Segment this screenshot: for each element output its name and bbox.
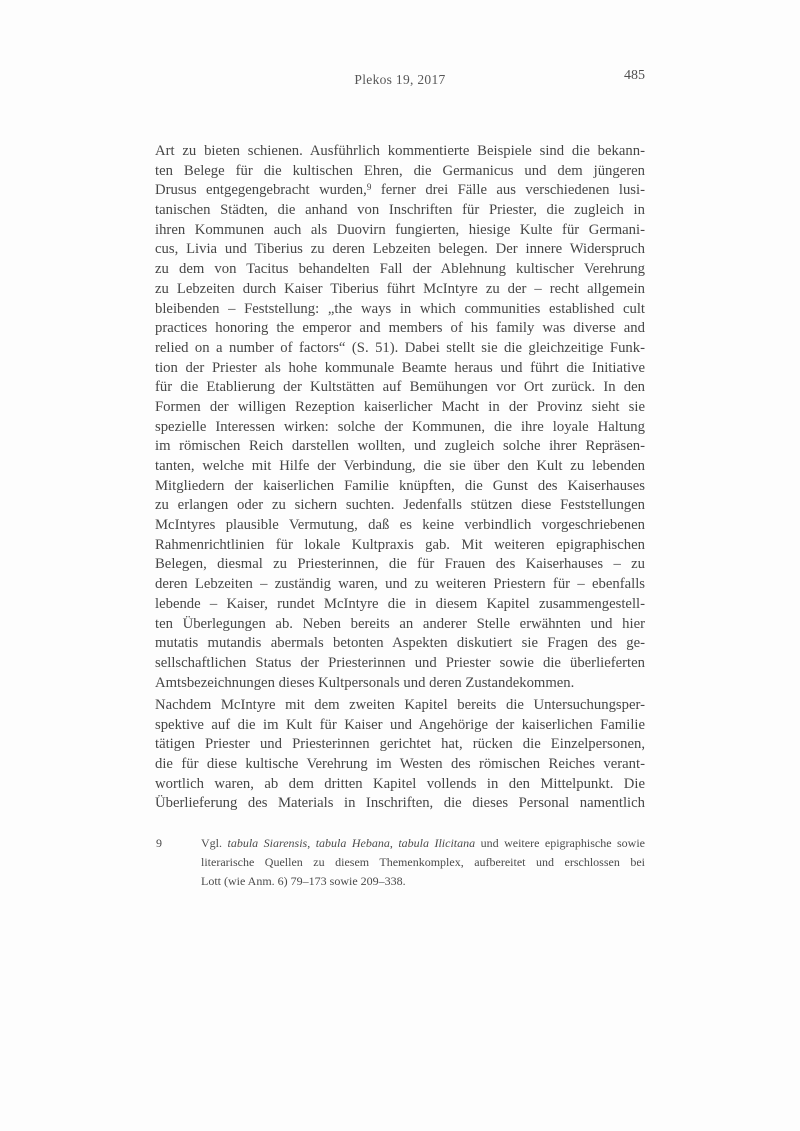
- text-line: [155, 496, 645, 516]
- text-run: ,: [389, 836, 399, 850]
- text-run: practices honoring the emperor and members of his family was diverse and: [155, 320, 645, 337]
- text-run: ,: [307, 836, 316, 850]
- text-run: lebende – Kaiser, rundet McIntyre die in diesem Kapitel zusammengestell-: [155, 595, 645, 612]
- text-line: [155, 755, 645, 775]
- text-line: [155, 794, 645, 814]
- text-run: Art zu bieten schienen. Ausführlich kommentierte Beispiele sind die bekann-: [155, 143, 645, 159]
- text-line: [155, 359, 645, 379]
- italic-text-run: tabula Ilicitana: [398, 836, 476, 850]
- paragraph-2: [155, 696, 645, 814]
- text-line: [201, 872, 645, 891]
- text-line: [155, 162, 645, 182]
- text-run: bleibenden – Feststellung: „the ways in which communities established cult: [155, 300, 645, 317]
- text-run: spezielle Interessen wirken: solche der Kommunen, die ihre loyale Haltung: [155, 418, 645, 435]
- text-line: [155, 696, 645, 716]
- text-line: [155, 142, 645, 162]
- text-run: die für diese kultische Verehrung im Westen des römischen Reiches verant-: [155, 756, 645, 773]
- page-number: 485: [624, 68, 645, 83]
- text-line: [155, 775, 645, 795]
- text-line: [155, 634, 645, 654]
- text-run: ten Belege für die kultischen Ehren, die Germanicus und dem jüngeren: [155, 162, 645, 179]
- text-line: [155, 615, 645, 635]
- text-line: [155, 437, 645, 457]
- text-run: für die Etablierung der Kultstätten auf Bemühungen vor Ort zurück. In den: [155, 379, 645, 396]
- footnote-9: [155, 834, 645, 891]
- text-line: [155, 555, 645, 575]
- text-line: [155, 457, 645, 477]
- text-run: tanischen Städten, die anhand von Inschriften für Priester, die zugleich in: [155, 202, 645, 219]
- footnote-text: [201, 834, 645, 891]
- text-run: McIntyres plausible Vermutung, daß es keine verbindlich vorgeschriebenen: [155, 517, 645, 534]
- text-line: [155, 595, 645, 615]
- text-line: [155, 536, 645, 556]
- footnote-marker: 9: [366, 182, 372, 193]
- running-header: [155, 68, 645, 92]
- text-run: tanten, welche mit Hilfe der Verbindung, die sie über den Kult zu lebenden: [155, 458, 645, 474]
- text-run: spektive auf die im Kult für Kaiser und Angehörige der kaiserlichen Familie: [155, 716, 645, 733]
- text-run: Vgl.: [201, 836, 228, 850]
- text-run: literarische Quellen zu diesem Themenkomplex, aufbereitet und erschlossen bei: [201, 855, 645, 869]
- text-run: Nachdem McIntyre mit dem zweiten Kapitel bereits die Untersuchungsper-: [155, 697, 645, 713]
- text-line: [155, 260, 645, 280]
- footnote-number: 9: [156, 836, 162, 850]
- text-line: [155, 654, 645, 674]
- text-line: [155, 339, 645, 359]
- text-line: [201, 853, 645, 872]
- text-run: Belegen, diesmal zu Priesterinnen, die für Frauen des Kaiserhauses – zu: [155, 556, 645, 573]
- text-run: ten Überlegungen ab. Neben bereits an anderer Stelle erwähnten und hier: [155, 615, 645, 632]
- text-run: Lott (wie Anm. 6) 79–173 sowie 209–338.: [201, 874, 406, 888]
- text-run: cus, Livia und Tiberius zu deren Lebzeiten belegen. Der innere Widerspruch: [155, 241, 645, 258]
- text-run: Rahmenrichtlinien für lokale Kultpraxis gab. Mit weiteren epigraphischen: [155, 536, 645, 553]
- text-run: Formen der willigen Rezeption kaiserlicher Macht in der Provinz sieht sie: [155, 398, 645, 415]
- text-run: Mitgliedern der kaiserlichen Familie knüpften, die Gunst des Kaiserhauses: [155, 477, 645, 494]
- text-run: zu dem von Tacitus behandelten Fall der Ablehnung kultischer Verehrung: [155, 261, 645, 278]
- text-run: Amtsbezeichnungen dieses Kultpersonals und deren Zustandekommen.: [155, 674, 575, 691]
- text-run: zu Lebzeiten durch Kaiser Tiberius führt McIntyre zu der – recht allgemein: [155, 280, 645, 297]
- text-line: [155, 735, 645, 755]
- text-run: Überlieferung des Materials in Inschriften, die dieses Personal namentlich: [155, 795, 645, 812]
- text-line: [155, 300, 645, 320]
- text-line: [155, 575, 645, 595]
- italic-text-run: tabula Siarensis: [227, 836, 308, 850]
- text-run: ferner drei Fälle aus verschiedenen lusi-: [371, 182, 645, 199]
- text-run: tätigen Priester und Priesterinnen gerichtet hat, rücken die Einzelpersonen,: [155, 736, 645, 753]
- text-line: [155, 181, 645, 201]
- paragraph-1: [155, 142, 645, 693]
- journal-title: Plekos 19, 2017: [354, 72, 446, 87]
- text-line: [155, 319, 645, 339]
- text-run: Drusus entgegengebracht wurden,: [155, 182, 367, 199]
- text-run: zu erlangen oder zu sichern suchten. Jedenfalls stützen diese Feststellungen: [155, 497, 645, 514]
- text-line: [155, 398, 645, 418]
- text-line: [155, 477, 645, 497]
- text-line: [155, 516, 645, 536]
- text-line: [155, 240, 645, 260]
- text-line: [155, 221, 645, 241]
- text-run: relied on a number of factors“ (S. 51). Dabei stellt sie die gleichzeitige Funk-: [155, 339, 645, 356]
- text-run: wortlich waren, ab dem dritten Kapitel vollends in den Mittelpunkt. Die: [155, 775, 645, 792]
- text-line: [155, 716, 645, 736]
- italic-text-run: tabula Hebana: [315, 836, 390, 850]
- text-run: ihren Kommunen auch als Duovirn fungierten, hiesige Kulte für Germani-: [155, 221, 645, 238]
- text-line: [155, 201, 645, 221]
- text-line: [201, 834, 645, 853]
- text-run: im römischen Reich darstellen wollten, und zugleich solche ihrer Repräsen-: [155, 438, 645, 455]
- text-line: [155, 674, 645, 694]
- text-run: und weitere epigraphische sowie: [475, 836, 646, 850]
- text-run: tion der Priester als hohe kommunale Beamte heraus und führt die Initiative: [155, 359, 645, 376]
- text-run: sellschaftlichen Status der Priesterinnen und Priester sowie die überlieferten: [155, 654, 645, 671]
- text-line: [155, 378, 645, 398]
- text-line: [155, 280, 645, 300]
- text-run: deren Lebzeiten – zuständig waren, und zu weiteren Priestern für – ebenfalls: [155, 576, 645, 593]
- text-run: mutatis mutandis abermals betonten Aspekten diskutiert sie Fragen des ge-: [155, 635, 645, 652]
- text-line: [155, 418, 645, 438]
